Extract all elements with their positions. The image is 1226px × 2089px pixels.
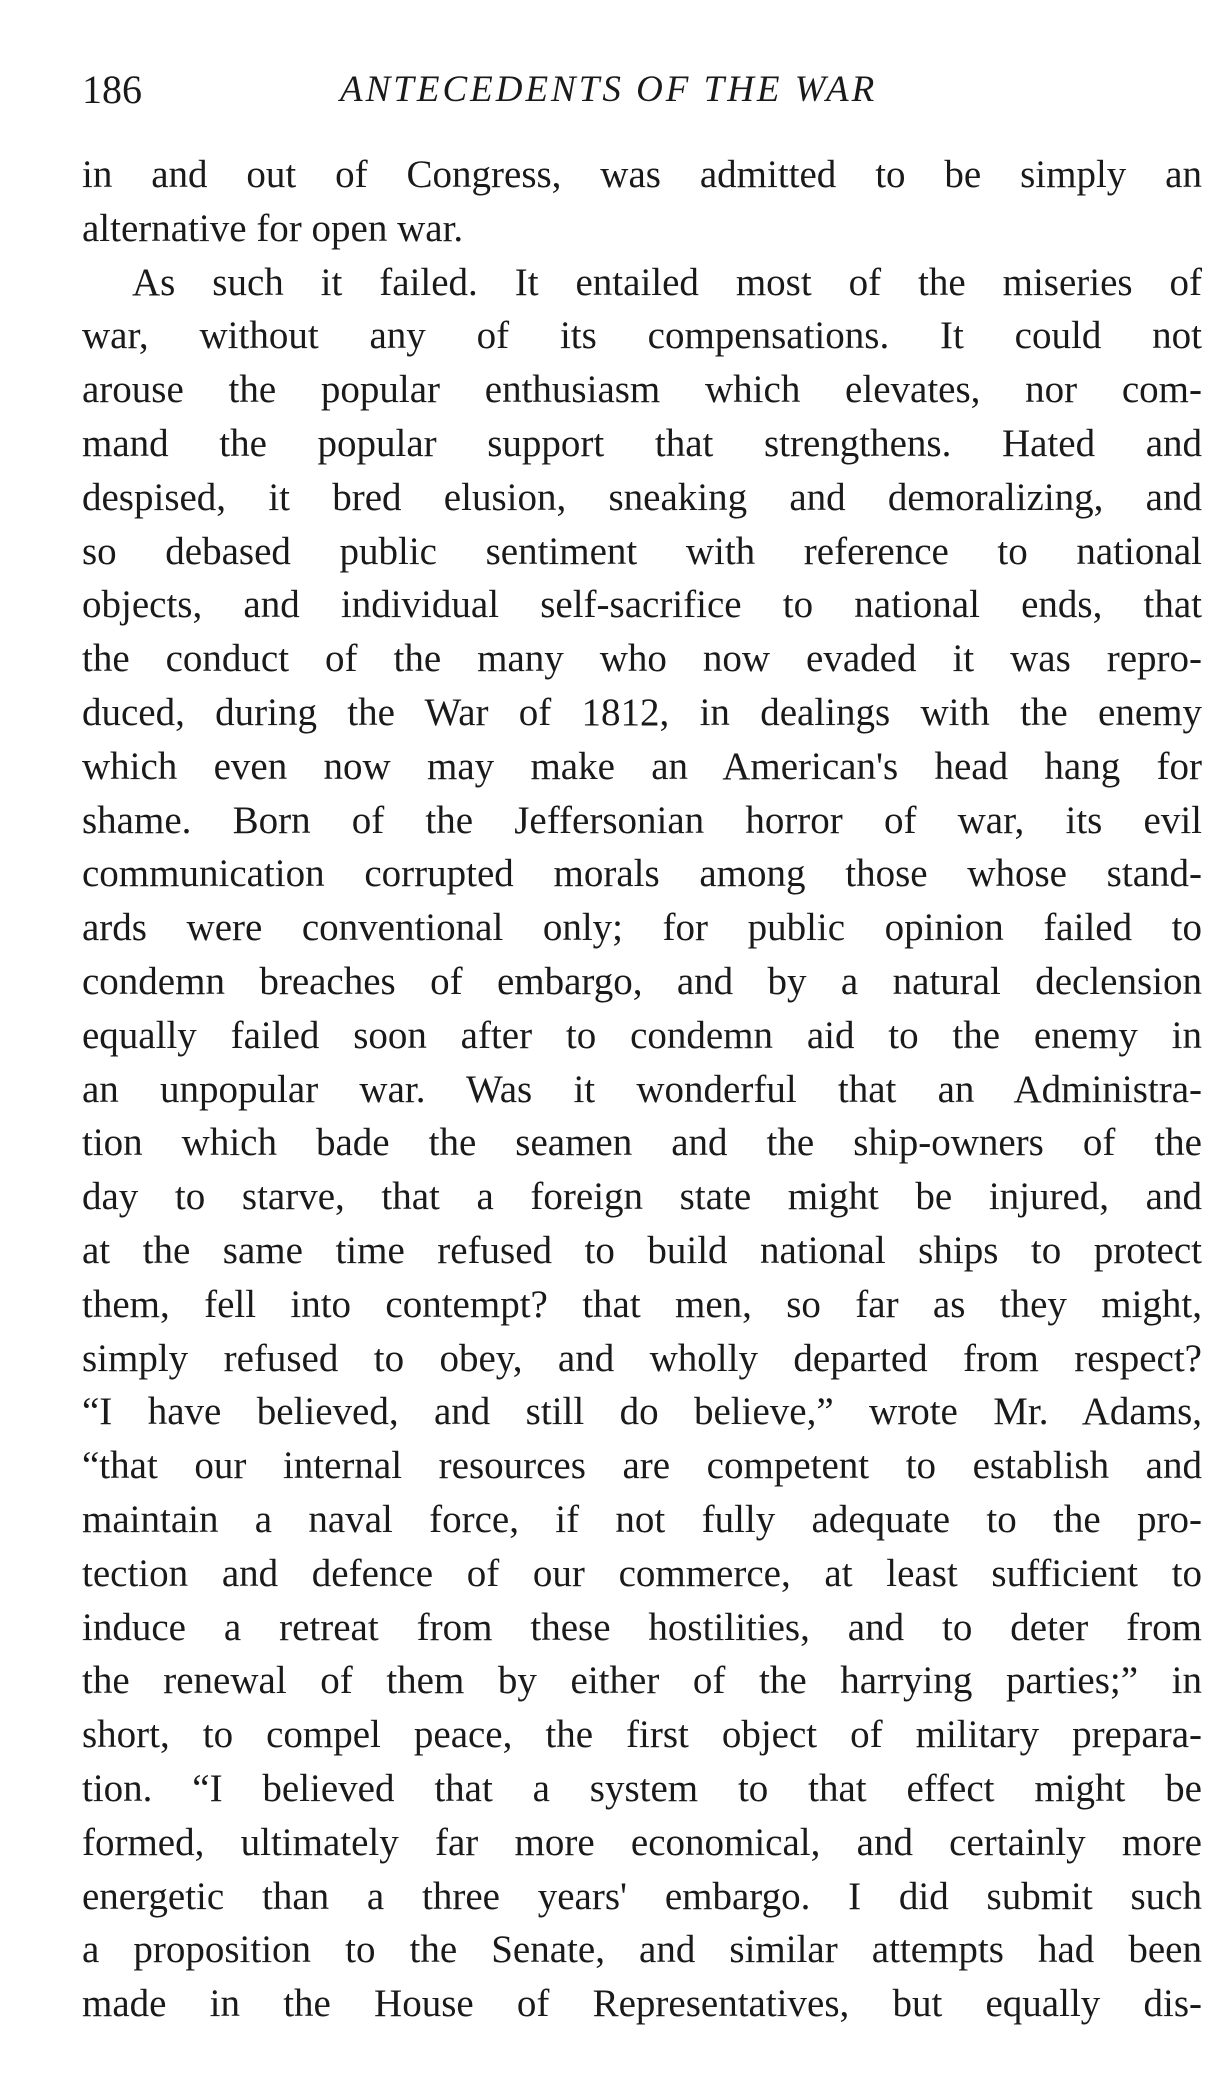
text-line: arouse the popular enthusiasm which elevates, nor com- <box>82 368 1202 412</box>
body-text <box>82 148 1202 2031</box>
text-line: tion which bade the seamen and the ship-owners of the <box>82 1121 1202 1165</box>
text-line: tion. “I believed that a system to that effect might be <box>82 1766 1202 1810</box>
text-line: at the same time refused to build national ships to protect <box>82 1228 1202 1272</box>
page-number: 186 <box>82 67 142 112</box>
text-line: day to starve, that a foreign state might be injured, and <box>82 1175 1202 1219</box>
text-line: them, fell into contempt? that men, so far as they might, <box>82 1282 1202 1326</box>
text-line: the renewal of them by either of the harrying parties;” in <box>82 1659 1202 1703</box>
running-title: ANTECEDENTS OF THE WAR <box>340 69 878 110</box>
text-line: made in the House of Representatives, but equally dis- <box>82 1982 1202 2026</box>
text-line: war, without any of its compensations. It could not <box>82 314 1202 358</box>
text-line: “that our internal resources are competent to establish and <box>82 1444 1202 1488</box>
text-line: ards were conventional only; for public opinion failed to <box>82 906 1202 950</box>
text-line: condemn breaches of embargo, and by a natural declension <box>82 959 1202 1003</box>
text-line: alternative for open war. <box>82 206 464 250</box>
text-line: As such it failed. It entailed most of the miseries of <box>132 260 1202 304</box>
text-line: duced, during the War of 1812, in dealings with the enemy <box>82 690 1202 734</box>
text-line: induce a retreat from these hostilities, and to deter from <box>82 1605 1202 1649</box>
text-line: simply refused to obey, and wholly departed from respect? <box>82 1336 1202 1380</box>
text-line: equally failed soon after to condemn aid to the enemy in <box>82 1013 1202 1057</box>
text-line: tection and defence of our commerce, at least sufficient to <box>82 1551 1202 1595</box>
text-line: so debased public sentiment with reference to national <box>82 529 1202 573</box>
text-line: objects, and individual self-sacrifice to national ends, that <box>82 583 1202 627</box>
text-line: in and out of Congress, was admitted to be simply an <box>82 153 1202 196</box>
text-line: formed, ultimately far more economical, and certainly more <box>82 1820 1202 1864</box>
text-line: a proposition to the Senate, and similar attempts had been <box>82 1928 1202 1972</box>
text-line: which even now may make an American's head hang for <box>82 744 1202 788</box>
text-line: despised, it bred elusion, sneaking and demoralizing, and <box>82 475 1202 519</box>
text-line: maintain a naval force, if not fully adequate to the pro- <box>82 1497 1202 1541</box>
text-line: the conduct of the many who now evaded it was repro- <box>82 637 1202 681</box>
text-line: an unpopular war. Was it wonderful that an Administra- <box>82 1067 1202 1111</box>
running-head <box>82 60 1202 120</box>
text-line: energetic than a three years' embargo. I did submit such <box>82 1874 1202 1918</box>
text-line: communication corrupted morals among those whose stand- <box>82 852 1202 896</box>
text-line: mand the popular support that strengthens. Hated and <box>82 421 1202 465</box>
text-line: short, to compel peace, the first object of military prepara- <box>82 1713 1202 1757</box>
text-line: shame. Born of the Jeffersonian horror of war, its evil <box>82 798 1202 842</box>
text-line: “I have believed, and still do believe,” wrote Mr. Adams, <box>82 1390 1202 1434</box>
